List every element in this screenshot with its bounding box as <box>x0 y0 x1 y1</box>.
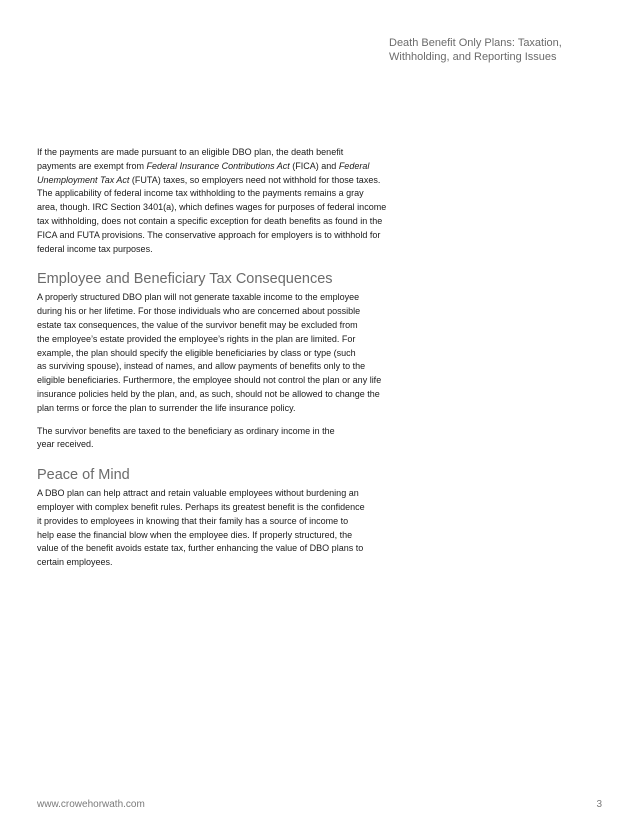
text-line: employer with complex benefit rules. Perhaps its greatest benefit is the confidence <box>37 501 365 512</box>
text-line: If the payments are made pursuant to an eligible DBO plan, the death benefit <box>37 147 344 157</box>
text-line: The applicability of federal income tax withholding to the payments remains a gray <box>37 188 364 199</box>
text-line: year received. <box>37 439 94 450</box>
running-header <box>389 36 589 64</box>
italic-act-name: Federal <box>338 160 370 171</box>
text-run: (FICA) and <box>289 160 339 171</box>
text-run: payments are exempt from <box>37 160 147 171</box>
text-line: eligible beneficiaries. Furthermore, the employee should not control the plan or any life <box>37 375 382 386</box>
section-heading-tax-consequences: Employee and Beneficiary Tax Consequences <box>37 271 333 288</box>
text-line: it provides to employees in knowing that their family has a source of income to <box>37 515 349 526</box>
footer-website-link[interactable]: www.crowehorwath.com <box>37 799 145 810</box>
text-line: A properly structured DBO plan will not generate taxable income to the employee <box>37 292 360 303</box>
paragraph-employee-tax <box>37 291 409 415</box>
running-header-line-1: Death Benefit Only Plans: Taxation, <box>389 37 562 49</box>
text-line: during his or her lifetime. For those individuals who are concerned about possible <box>37 306 361 317</box>
paragraph-survivor-benefits <box>37 425 409 453</box>
page-number: 3 <box>596 799 602 810</box>
text-line: area, though. IRC Section 3401(a), which defines wages for purposes of federal income <box>37 202 387 213</box>
text-line: insurance policies held by the plan, and, as such, should not be allowed to change the <box>37 388 380 399</box>
text-line: plan terms or force the plan to surrender the life insurance policy. <box>37 402 296 413</box>
text-line: value of the benefit avoids estate tax, further enhancing the value of DBO plans to <box>37 543 364 554</box>
text-line: certain employees. <box>37 557 113 568</box>
text-line: the employee’s estate provided the employee’s rights in the plan are limited. For <box>37 333 356 344</box>
italic-act-name: Federal Insurance Contributions Act <box>146 160 290 171</box>
text-line: as surviving spouse), instead of names, and allow payments of benefits only to the <box>37 361 366 372</box>
italic-act-name: Unemployment Tax Act <box>37 174 130 185</box>
text-line: tax withholding, does not contain a specific exception for death benefits as found in the <box>37 215 383 226</box>
text-line: estate tax consequences, the value of the survivor benefit may be excluded from <box>37 319 358 330</box>
text-line <box>37 160 409 174</box>
text-line: help ease the financial blow when the employee dies. If properly structured, the <box>37 529 353 540</box>
main-content <box>37 146 409 579</box>
running-header-line-2: Withholding, and Reporting Issues <box>389 51 557 63</box>
text-line <box>37 174 409 188</box>
text-line: federal income tax purposes. <box>37 243 153 254</box>
text-line: example, the plan should specify the eligible beneficiaries by class or type (such <box>37 347 356 358</box>
section-heading-peace-of-mind: Peace of Mind <box>37 467 130 484</box>
text-run: (FUTA) taxes, so employers need not withhold for those taxes. <box>129 174 381 185</box>
paragraph-peace-of-mind <box>37 487 409 570</box>
text-line: FICA and FUTA provisions. The conservative approach for employers is to withhold for <box>37 229 381 240</box>
text-line: A DBO plan can help attract and retain valuable employees without burdening an <box>37 488 359 499</box>
text-line: The survivor benefits are taxed to the beneficiary as ordinary income in the <box>37 425 335 436</box>
paragraph-dbo-exemption <box>37 146 409 256</box>
